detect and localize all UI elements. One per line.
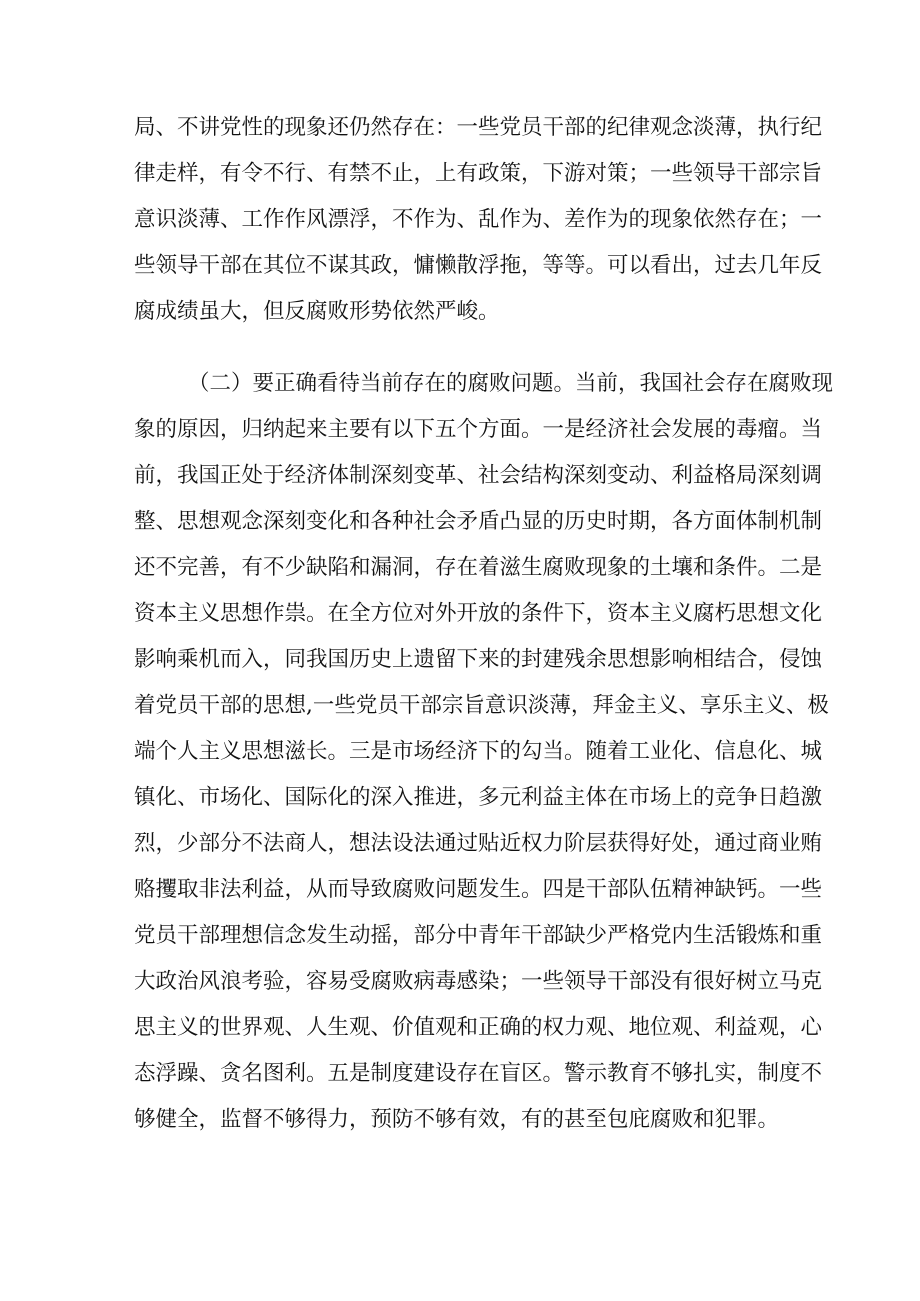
text-line: 律走样，有令不行、有禁不止，上有政策，下游对策；一些领导干部宗旨 [134,161,823,186]
text-line: 局、不讲党性的现象还仍然存在：一些党员干部的纪律观念淡薄，执行纪 [134,115,823,140]
text-line: 资本主义思想作祟。在全方位对外开放的条件下，资本主义腐朽思想文化 [134,601,823,626]
paragraph-1 [134,105,823,335]
text-line: 前，我国正处于经济体制深刻变革、社会结构深刻变动、利益格局深刻调 [134,463,823,488]
text-line: 镇化、市场化、国际化的深入推进，多元利益主体在市场上的竞争日趋激 [134,785,823,810]
text-line: 还不完善，有不少缺陷和漏洞，存在着滋生腐败现象的土壤和条件。二是 [134,555,823,580]
text-line: 思主义的世界观、人生观、价值观和正确的权力观、地位观、利益观，心 [134,1015,823,1040]
text-line: 够健全，监督不够得力，预防不够有效，有的甚至包庇腐败和犯罪。 [134,1107,780,1132]
text-line: 着党员干部的思想,一些党员干部宗旨意识淡薄，拜金主义、享乐主义、极 [134,693,829,718]
text-line: 影响乘机而入，同我国历史上遗留下来的封建残余思想影响相结合，侵蚀 [134,647,823,672]
text-line: 态浮躁、贪名图利。五是制度建设存在盲区。警示教育不够扎实，制度不 [134,1061,823,1086]
text-line: 端个人主义思想滋长。三是市场经济下的勾当。随着工业化、信息化、城 [134,739,823,764]
text-line: （二）要正确看待当前存在的腐败问题。当前，我国社会存在腐败现 [188,371,834,396]
text-line: 些领导干部在其位不谋其政，慵懒散浮拖，等等。可以看出，过去几年反 [134,253,823,278]
text-line: 大政治风浪考验，容易受腐败病毒感染；一些领导干部没有很好树立马克 [134,969,823,994]
text-line: 象的原因，归纳起来主要有以下五个方面。一是经济社会发展的毒瘤。当 [134,417,823,442]
text-line: 赂攫取非法利益，从而导致腐败问题发生。四是干部队伍精神缺钙。一些 [134,877,823,902]
text-line: 烈，少部分不法商人，想法设法通过贴近权力阶层获得好处，通过商业贿 [134,831,823,856]
text-line: 腐成绩虽大，但反腐败形势依然严峻。 [134,299,500,324]
text-line: 意识淡薄、工作作风漂浮，不作为、乱作为、差作为的现象依然存在；一 [134,207,823,232]
text-line: 整、思想观念深刻变化和各种社会矛盾凸显的历史时期，各方面体制机制 [134,509,823,534]
paragraph-2 [134,361,834,1143]
text-line: 党员干部理想信念发生动摇，部分中青年干部缺少严格党内生活锻炼和重 [134,923,823,948]
